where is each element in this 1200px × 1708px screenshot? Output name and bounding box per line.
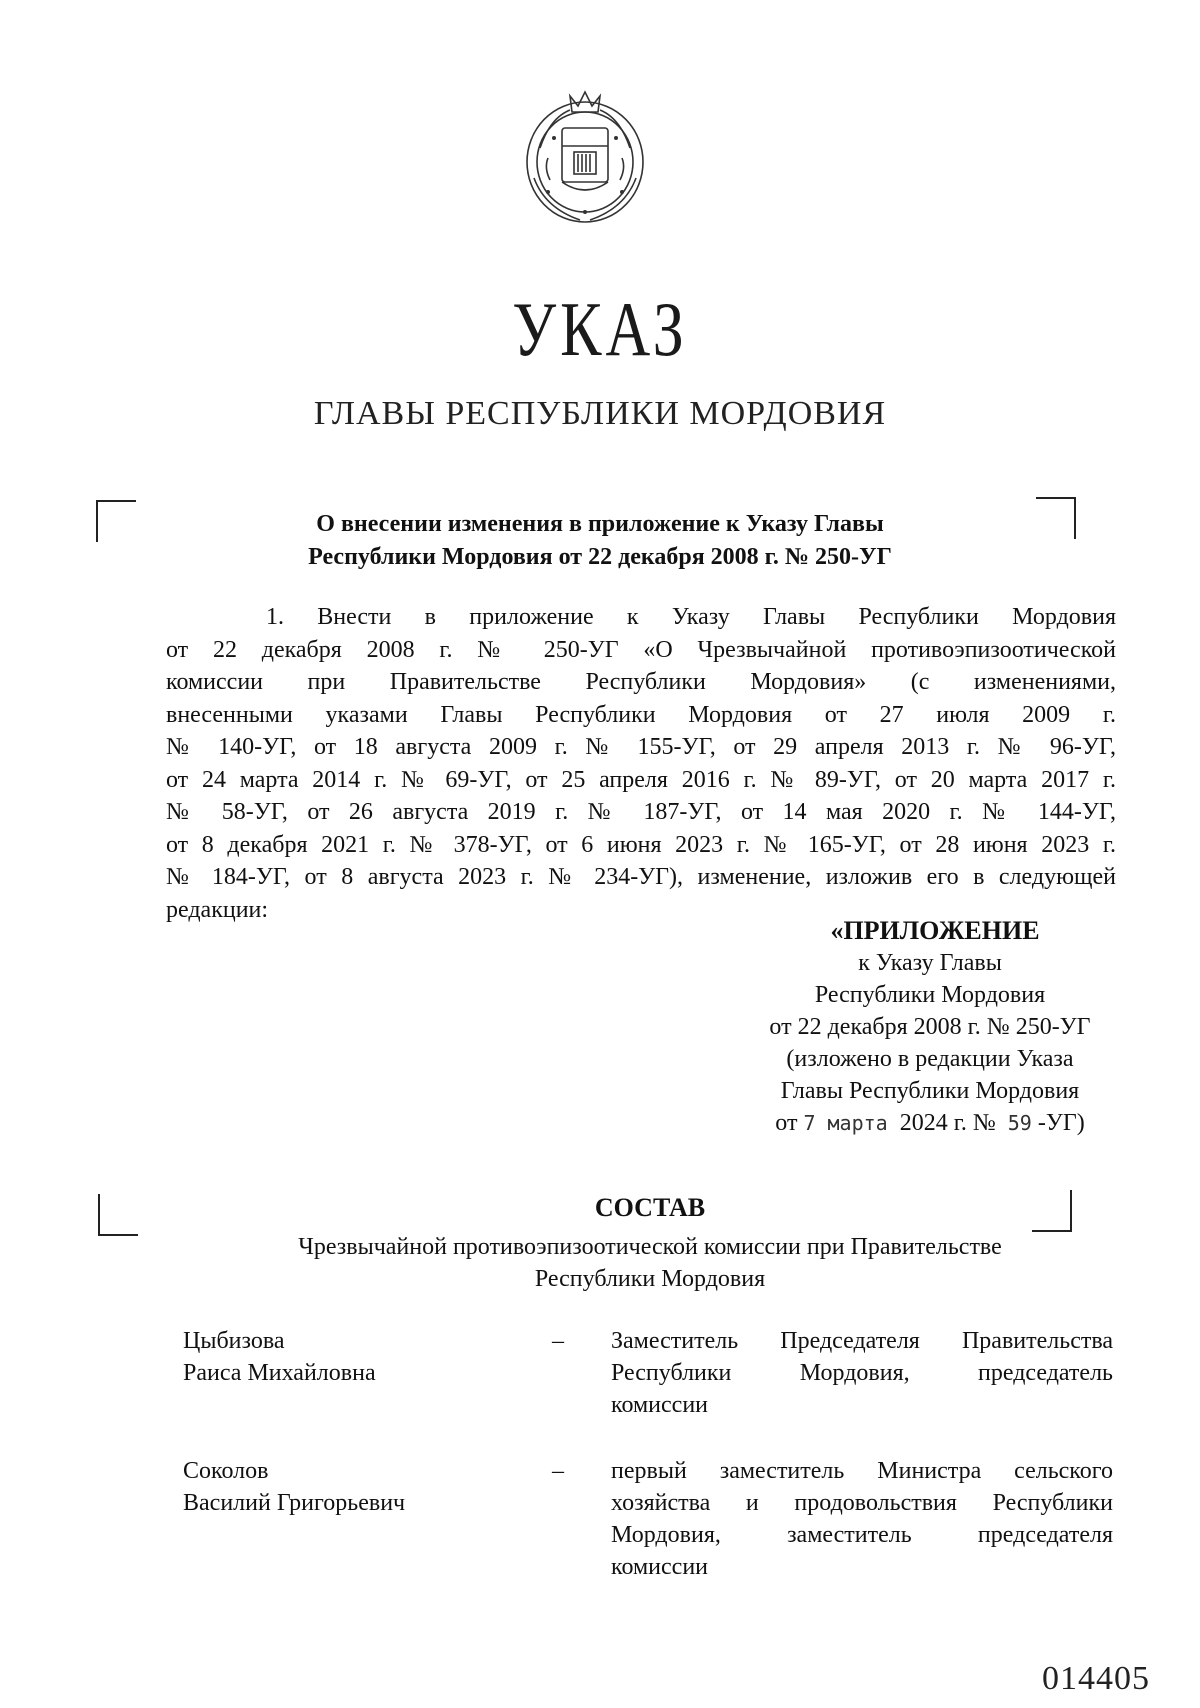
role-line: комиссии	[611, 1392, 709, 1418]
paragraph-line: внесенными указами Главы Республики Мордовия от 27 июля 2009 г.	[166, 701, 1116, 728]
subtitle-line: Республики Мордовия	[534, 1266, 766, 1292]
appendix-line: Главы Республики Мордовия	[780, 1078, 1080, 1104]
issuer-title: ГЛАВЫ РЕСПУБЛИКИ МОРДОВИЯ	[313, 395, 887, 432]
role-line: комиссии	[611, 1554, 709, 1580]
member-surname: Соколов	[183, 1458, 269, 1484]
decree-paragraph	[166, 601, 1116, 926]
paragraph-line: от 8 декабря 2021 г. № 378-УГ, от 6 июня 2023 г. № 165-УГ, от 28 июня 2023 г.	[166, 831, 1116, 858]
member-given-name: Василий Григорьевич	[183, 1490, 406, 1516]
date-prefix: от	[775, 1110, 798, 1136]
date-day: 7	[803, 1111, 816, 1135]
paragraph-line: № 58-УГ, от 26 августа 2019 г. № 187-УГ, от 14 мая 2020 г. № 144-УГ,	[166, 799, 1116, 825]
member-dash: –	[552, 1458, 564, 1484]
appendix-block	[740, 915, 1120, 1139]
decree-heading	[240, 508, 960, 574]
form-serial-number: 014405	[1042, 1660, 1150, 1697]
paragraph-line: № 140-УГ, от 18 августа 2009 г. № 155-УГ, от 29 апреля 2013 г. № 96-УГ,	[166, 734, 1116, 760]
appendix-line: от 22 декабря 2008 г. № 250-УГ	[769, 1014, 1091, 1040]
paragraph-line: от 22 декабря 2008 г. № 250-УГ «О Чрезвычайной противоэпизоотической	[166, 636, 1116, 663]
composition-title: СОСТАВ	[594, 1193, 706, 1222]
appendix-line: Республики Мордовия	[814, 982, 1046, 1008]
date-year: 2024 г. №	[899, 1110, 996, 1136]
member-given-name: Раиса Михайловна	[183, 1360, 376, 1386]
corner-mark-top-left	[96, 500, 136, 542]
document-type-title: УКАЗ	[512, 287, 688, 373]
role-line: Заместитель Председателя Правительства	[611, 1328, 1113, 1354]
member-role	[611, 1325, 1113, 1421]
corner-mark-top-right	[1036, 497, 1076, 539]
appendix-date-line	[740, 1107, 1120, 1139]
heading-line: Республики Мордовия от 22 декабря 2008 г. № 250-УГ	[308, 544, 892, 570]
paragraph-line: 1. Внести в приложение к Указу Главы Республики Мордовия	[266, 604, 1116, 630]
coat-of-arms-icon	[520, 88, 650, 228]
decree-number: 59	[1007, 1111, 1032, 1135]
role-line: Республики Мордовия, председатель	[611, 1360, 1113, 1386]
member-surname: Цыбизова	[183, 1328, 285, 1354]
paragraph-line: комиссии при Правительстве Республики Мордовия» (с изменениями,	[166, 669, 1116, 695]
appendix-line: к Указу Главы	[858, 950, 1002, 976]
date-month: марта	[827, 1111, 888, 1135]
appendix-title: «ПРИЛОЖЕНИЕ	[830, 916, 1040, 945]
paragraph-line: редакции:	[166, 896, 269, 923]
member-name	[183, 1325, 513, 1389]
role-line: Мордовия, заместитель председателя	[611, 1522, 1113, 1548]
appendix-line: (изложено в редакции Указа	[786, 1046, 1074, 1072]
member-role	[611, 1455, 1113, 1583]
member-name	[183, 1455, 513, 1519]
decree-suffix: -УГ)	[1037, 1110, 1085, 1136]
subtitle-line: Чрезвычайной противоэпизоотической комиссии при Правительстве	[298, 1234, 1002, 1260]
heading-line: О внесении изменения в приложение к Указу Главы	[316, 511, 884, 537]
composition-subtitle	[200, 1231, 1100, 1295]
role-line: хозяйства и продовольствия Республики	[611, 1490, 1113, 1516]
member-dash: –	[552, 1328, 564, 1354]
paragraph-line: от 24 марта 2014 г. № 69-УГ, от 25 апреля 2016 г. № 89-УГ, от 20 марта 2017 г.	[166, 766, 1116, 793]
role-line: первый заместитель Министра сельского	[611, 1458, 1113, 1484]
paragraph-line: № 184-УГ, от 8 августа 2023 г. № 234-УГ), изменение, изложив его в следующей	[166, 864, 1116, 890]
